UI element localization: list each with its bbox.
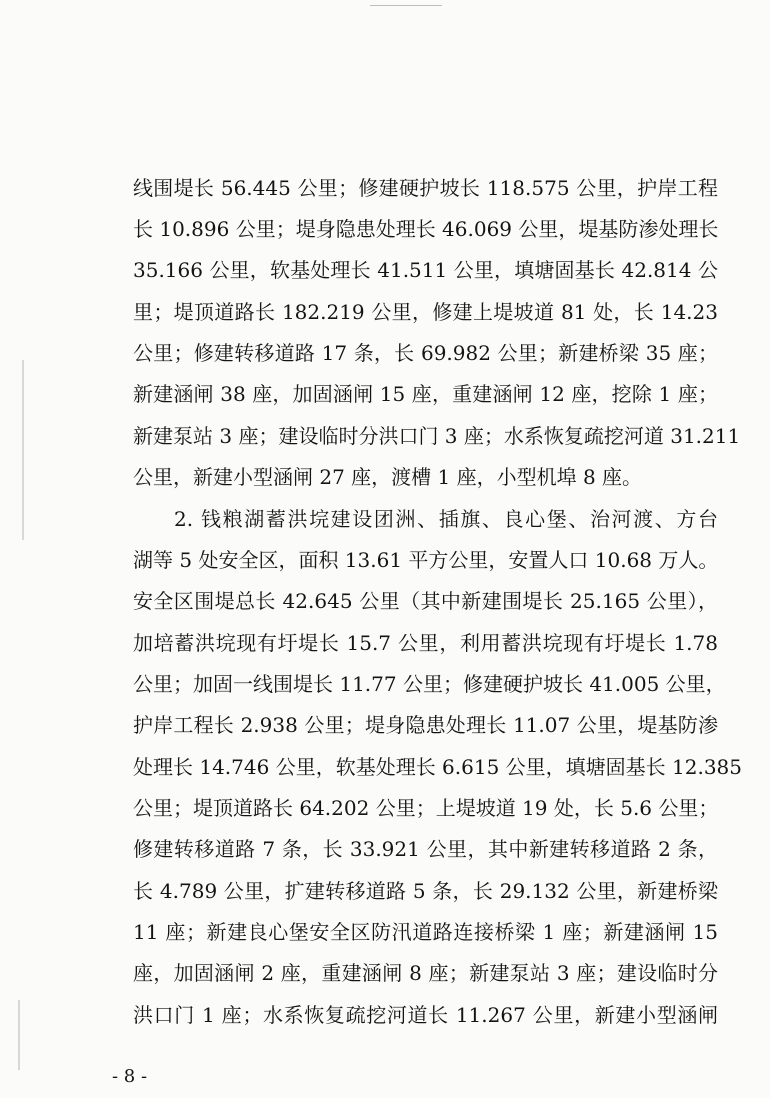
paragraph-line: 公里；加固一线围堤长 11.77 公里；修建硬护坡长 41.005 公里， (133, 672, 726, 696)
paragraph-line: 11 座；新建良心堡安全区防汛道路连接桥梁 1 座；新建涵闸 15 (133, 920, 718, 944)
paragraph-line: 座，加固涵闸 2 座，重建涵闸 8 座；新建泵站 3 座；建设临时分 (133, 961, 718, 985)
paragraph-line: 处理长 14.746 公里，软基处理长 6.615 公里，填塘固基长 12.385 (133, 755, 743, 779)
paragraph-line: 公里；修建转移道路 17 条，长 69.982 公里；新建桥梁 35 座； (133, 341, 718, 365)
paragraph-line: 洪口门 1 座；水系恢复疏挖河道长 11.267 公里，新建小型涵闸 (133, 1003, 718, 1027)
paragraph-line: 湖等 5 处安全区，面积 13.61 平方公里，安置人口 10.68 万人。 (133, 548, 719, 572)
page-number: - 8 - (112, 1066, 148, 1087)
scan-left-speck (22, 360, 24, 540)
paragraph-line: 长 4.789 公里，扩建转移道路 5 条，长 29.132 公里，新建桥梁 (133, 879, 718, 903)
paragraph-line: 线围堤长 56.445 公里；修建硬护坡长 118.575 公里，护岸工程 (133, 176, 718, 200)
paragraph-line: 新建泵站 3 座；建设临时分洪口门 3 座；水系恢复疏挖河道 31.211 (133, 424, 741, 448)
paragraph-line: 公里；堤顶道路长 64.202 公里；上堤坡道 19 处，长 5.6 公里； (133, 796, 719, 820)
paragraph-line: 公里，新建小型涵闸 27 座，渡槽 1 座，小型机埠 8 座。 (133, 465, 643, 489)
paragraph-line: 修建转移道路 7 条，长 33.921 公里，其中新建转移道路 2 条， (133, 837, 718, 861)
paragraph-line: 加培蓄洪垸现有圩堤长 15.7 公里，利用蓄洪垸现有圩堤长 1.78 (133, 631, 718, 655)
paragraph-line: 35.166 公里，软基处理长 41.511 公里，填塘固基长 42.814 公 (133, 258, 718, 282)
scan-top-noise (370, 5, 442, 6)
paragraph-line: 新建涵闸 38 座，加固涵闸 15 座，重建涵闸 12 座，挖除 1 座； (133, 382, 718, 406)
paragraph-line: 长 10.896 公里；堤身隐患处理长 46.069 公里，堤基防渗处理长 (133, 217, 719, 241)
paragraph-line: 里；堤顶道路长 182.219 公里，修建上堤坡道 81 处，长 14.23 (133, 300, 718, 324)
paragraph-line: 2. 钱粮湖蓄洪垸建设团洲、插旗、良心堡、治河渡、方台 (174, 507, 718, 531)
paragraph-line: 护岸工程长 2.938 公里；堤身隐患处理长 11.07 公里，堤基防渗 (133, 713, 718, 737)
scan-left-speck (18, 1000, 20, 1070)
paragraph-line: 安全区围堤总长 42.645 公里（其中新建围堤长 25.165 公里）， (133, 589, 718, 613)
